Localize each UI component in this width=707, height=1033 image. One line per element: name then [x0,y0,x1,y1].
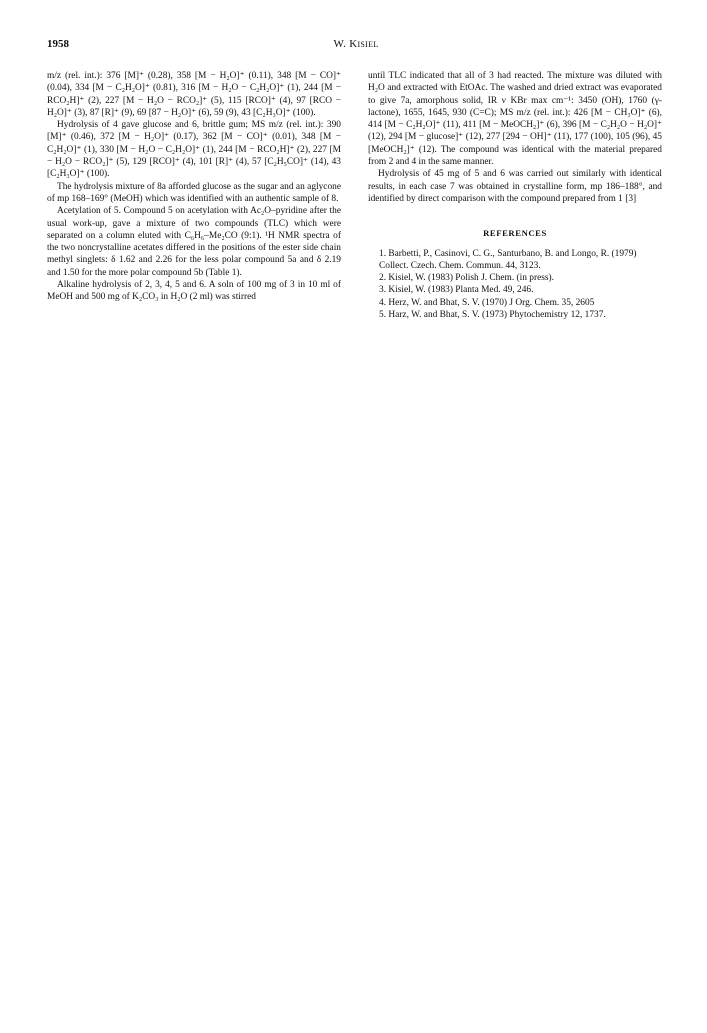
reference-item: 4. Herz, W. and Bhat, S. V. (1970) J Org. Chem. 35, 2605 [379,297,595,308]
continuation-paragraph: until TLC indicated that all of 3 had reacted. The mixture was diluted with H₂O and extracted with EtOAc. The washed and dried extract was evaporated to give 7a, amorphous solid, IR ν KBr max cm⁻¹: 3450 (OH), 1760 (γ-lactone), 1655, 1645, 930 (C=C); MS m/z (rel. int.): 426 [M − CH₃O]⁺ (6), 414 [M − C₂H₂O]⁺ (11), 411 [M − MeOCH₂]⁺ (6), 396 [M − C₂H₂O − H₂O]⁺ (12), 294 [M − glucose]⁺ (12), 277 [294 − OH]⁺ (11), 177 (100), 105 (96), 45 [MeOCH₂]⁺ (12). The compound was identical with the material prepared from 2 and 4 in the same manner. [368,71,662,168]
running-head-author: W. Kisiel [333,38,379,50]
hydrolysis-4-paragraph: Hydrolysis of 4 gave glucose and 6, brittle gum; MS m/z (rel. int.): 390 [M]⁺ (0.46), 372 [M − H₂O]⁺ (0.17), 362 [M − CO]⁺ (0.01), 348 [M − C₂H₂O]⁺ (1), 330 [M − H₂O − C₂H₂O]⁺ (1), 244 [M − RCO₂H]⁺ (2), 227 [M − H₂O − RCO₂]⁺ (5), 129 [RCO]⁺ (4), 101 [R]⁺ (4), 57 [C₂H₅CO]⁺ (14), 43 [C₂H₃O]⁺ (100). [47,120,341,180]
alkaline-hydrolysis-paragraph: Alkaline hydrolysis of 2, 3, 4, 5 and 6. A soln of 100 mg of 3 in 10 ml of MeOH and 500 mg of K₂CO₃ in H₂O (2 ml) was stirred [47,280,341,303]
reference-item: 5. Harz, W. and Bhat, S. V. (1973) Phytochemistry 12, 1737. [379,310,606,321]
reference-item: 2. Kisiel, W. (1983) Polish J. Chem. (in press). [379,273,554,284]
ms-data-paragraph: m/z (rel. int.): 376 [M]⁺ (0.28), 358 [M − H₂O]⁺ (0.11), 348 [M − CO]⁺ (0.04), 334 [M − C₂H₂O]⁺ (0.81), 316 [M − H₂O − C₂H₂O]⁺ (1), 244 [M − RCO₂H]⁺ (2), 227 [M − H₂O − RCO₂]⁺ (5), 115 [RCO]⁺ (4), 97 [RCO − H₂O]⁺ (3), 87 [R]⁺ (9), 69 [87 − H₂O]⁺ (6), 59 (9), 43 [C₂H₃O]⁺ (100). [47,71,341,118]
reference-item: 3. Kisiel, W. (1983) Planta Med. 49, 246. [379,285,534,296]
page-number: 1958 [47,38,69,50]
right-column [368,70,662,321]
references-heading: REFERENCES [483,228,547,239]
hydrolysis-5-6-paragraph: Hydrolysis of 45 mg of 5 and 6 was carried out similarly with identical results, in each case 7 was obtained in crystalline form, mp 186–188°, and identified by direct comparison with the compound prepared from 1 [3] [368,169,662,204]
acetylation-paragraph: Acetylation of 5. Compound 5 on acetylation with Ac₂O–pyridine after the usual work-up, gave a mixture of two compounds (TLC) which were separated on a column eluted with C₆H₆–Me₂CO (9:1). ¹H NMR spectra of the two noncrystalline acetates differed in the positions of the ester side chain methyl singlets: δ 1.62 and 2.26 for the less polar compound 5a and δ 2.19 and 1.50 for the more polar compound 5b (Table 1). [47,206,341,278]
page-header [47,38,665,54]
reference-item: 1. Barbetti, P., Casinovi, C. G., Santurbano, B. and Longo, R. (1979) Collect. Czech. Chem. Commun. 44, 3123. [379,248,637,271]
left-column [47,70,341,304]
hydrolysis-8a-paragraph: The hydrolysis mixture of 8a afforded glucose as the sugar and an aglycone of mp 168–169° (MeOH) which was identified with an authentic sample of 8. [47,181,341,204]
references-list [368,248,662,322]
